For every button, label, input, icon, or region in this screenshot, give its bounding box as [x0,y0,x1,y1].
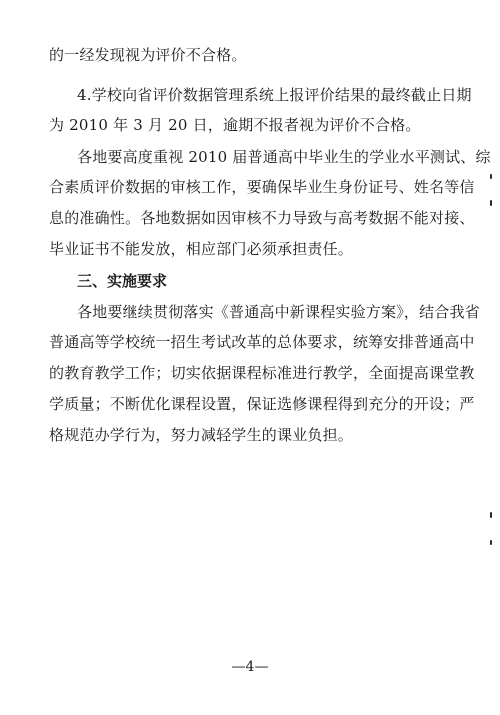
text-line: 毕业证书不能发放，相应部门必须承担责任。 [49,240,354,258]
text-line: 各地要继续贯彻落实《普通高中新课程实验方案》，结合我省 [77,303,480,321]
text-line: 各地要高度重视 2010 届普通高中毕业生的学业水平测试、综 [77,148,491,166]
text-line: 学质量；不断优化课程设置，保证选修课程得到充分的开设；严 [49,395,475,413]
scan-mark [490,200,492,206]
scan-mark [490,174,492,179]
text-line: 合素质评价数据的审核工作，要确保毕业生身份证号、姓名等信 [49,178,475,196]
page-number: —4— [231,659,269,675]
scan-mark [490,512,492,518]
text-line: 的一经发现视为评价不合格。 [49,46,247,64]
scan-mark [490,540,492,545]
text-line: 4.学校向省评价数据管理系统上报评价结果的最终截止日期 [77,86,472,104]
text-line: 的教育教学工作；切实依据课程标准进行教学，全面提高课堂教 [49,364,475,382]
text-line: 格规范办学行为，努力减轻学生的课业负担。 [49,426,354,444]
section-heading: 三、实施要求 [77,272,168,290]
text-line: 为 2010 年 3 月 20 日，逾期不报者视为评价不合格。 [49,116,421,134]
text-line: 普通高等学校统一招生考试改革的总体要求，统筹安排普通高中 [49,333,475,351]
text-line: 息的准确性。各地数据如因审核不力导致与高考数据不能对接、 [49,209,475,227]
